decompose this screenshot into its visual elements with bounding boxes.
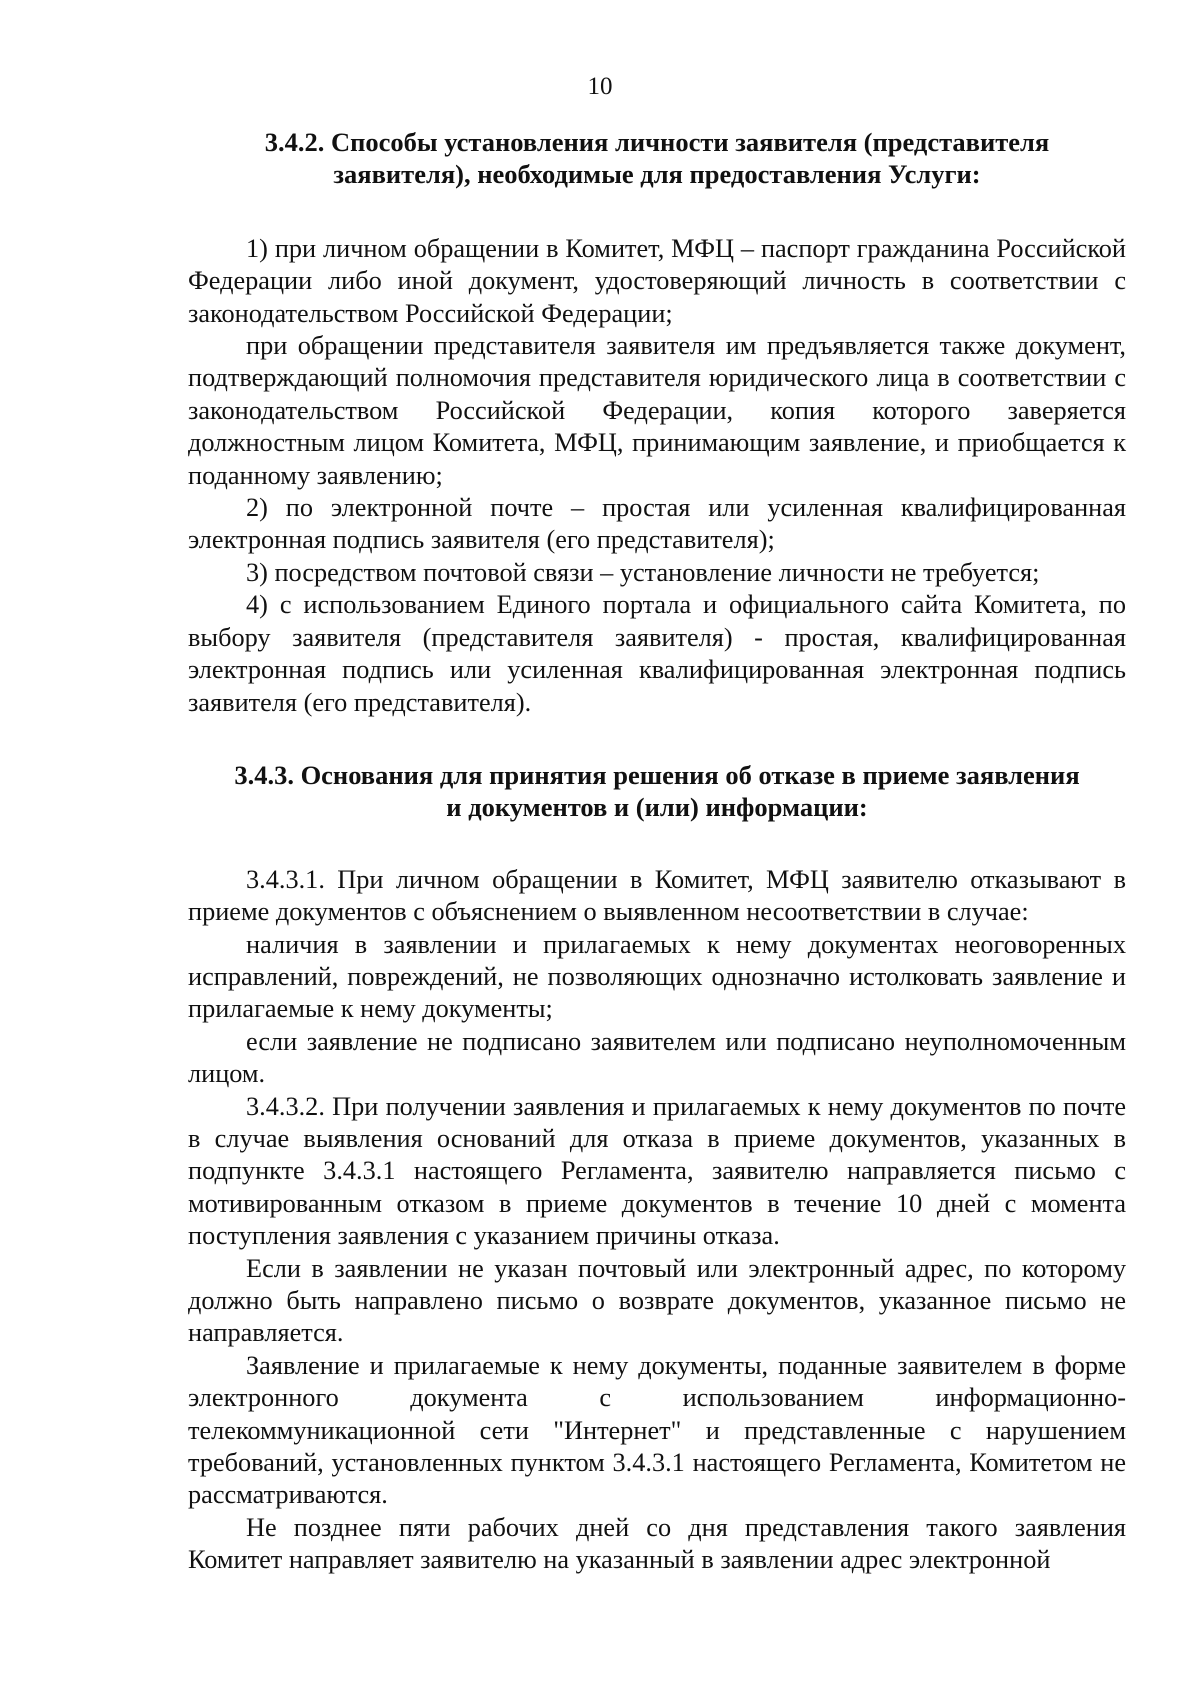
heading-line: 3.4.3. Основания для принятия решения об отказе в приеме заявления: [234, 759, 1080, 790]
paragraph: Не позднее пяти рабочих дней со дня представления такого заявления Комитет направляет заявителю на указанный в заявлении адрес электронной: [188, 1512, 1126, 1575]
paragraph: Заявление и прилагаемые к нему документы, поданные заявителем в форме электронного документа с использованием информационно-телекоммуникационной сети "Интернет" и представленные с нарушением требований, установленных пунктом 3.4.3.1 настоящего Регламента, Комитетом не рассматриваются.: [188, 1350, 1126, 1510]
heading-line: и документов и (или) информации:: [446, 792, 868, 823]
spacer: [188, 719, 1126, 759]
page-number: 10: [587, 73, 613, 100]
paragraph: при обращении представителя заявителя им предъявляется также документ, подтверждающий полномочия представителя юридического лица в соответствии с законодательством Российской Федерации, копия которого заверяется должностным лицом Комитета, МФЦ, принимающим заявление, и приобщается к поданному заявлению;: [188, 331, 1126, 490]
paragraph: 1) при личном обращении в Комитет, МФЦ – паспорт гражданина Российской Федерации либо иной документ, удостоверяющий личность в соответствии с законодательством Российской Федерации;: [188, 233, 1126, 328]
section-heading-3-4-3: [188, 759, 1126, 824]
paragraph: если заявление не подписано заявителем или подписано неуполномоченным лицом.: [188, 1026, 1126, 1089]
paragraph: 4) с использованием Единого портала и официального сайта Комитета, по выбору заявителя (представителя заявителя) - простая, квалифицированная электронная подпись или усиленная квалифицированная электронная подпись заявителя (его представителя).: [188, 590, 1126, 717]
paragraph: 3.4.3.2. При получении заявления и прилагаемых к нему документов по почте в случае выявления оснований для отказа в приеме документов, указанных в подпункте 3.4.3.1 настоящего Регламента, заявителю направляется письмо с мотивированным отказом в приеме документов в течение 10 дней с момента поступления заявления с указанием причины отказа.: [188, 1091, 1126, 1251]
paragraph: 3.4.3.1. При личном обращении в Комитет, МФЦ заявителю отказывают в приеме документов с объяснением о выявленном несоответствии в случае:: [188, 864, 1126, 927]
paragraph: наличия в заявлении и прилагаемых к нему документах неоговоренных исправлений, повреждений, не позволяющих однозначно истолковать заявление и прилагаемые к нему документы;: [188, 929, 1126, 1024]
spacer: [188, 191, 1126, 233]
paragraph: 3) посредством почтовой связи – установление личности не требуется;: [246, 557, 1040, 587]
paragraph: 2) по электронной почте – простая или усиленная квалифицированная электронная подпись заявителя (его представителя);: [188, 493, 1126, 555]
paragraph: Если в заявлении не указан почтовый или электронный адрес, по которому должно быть направлено письмо о возврате документов, указанное письмо не направляется.: [188, 1253, 1126, 1348]
heading-line: заявителя), необходимые для предоставления Услуги:: [333, 159, 981, 190]
section-heading-3-4-2: [188, 126, 1126, 191]
spacer: [188, 824, 1126, 864]
heading-line: 3.4.2. Способы установления личности заявителя (представителя: [264, 127, 1050, 157]
document-body: [188, 126, 1126, 1577]
